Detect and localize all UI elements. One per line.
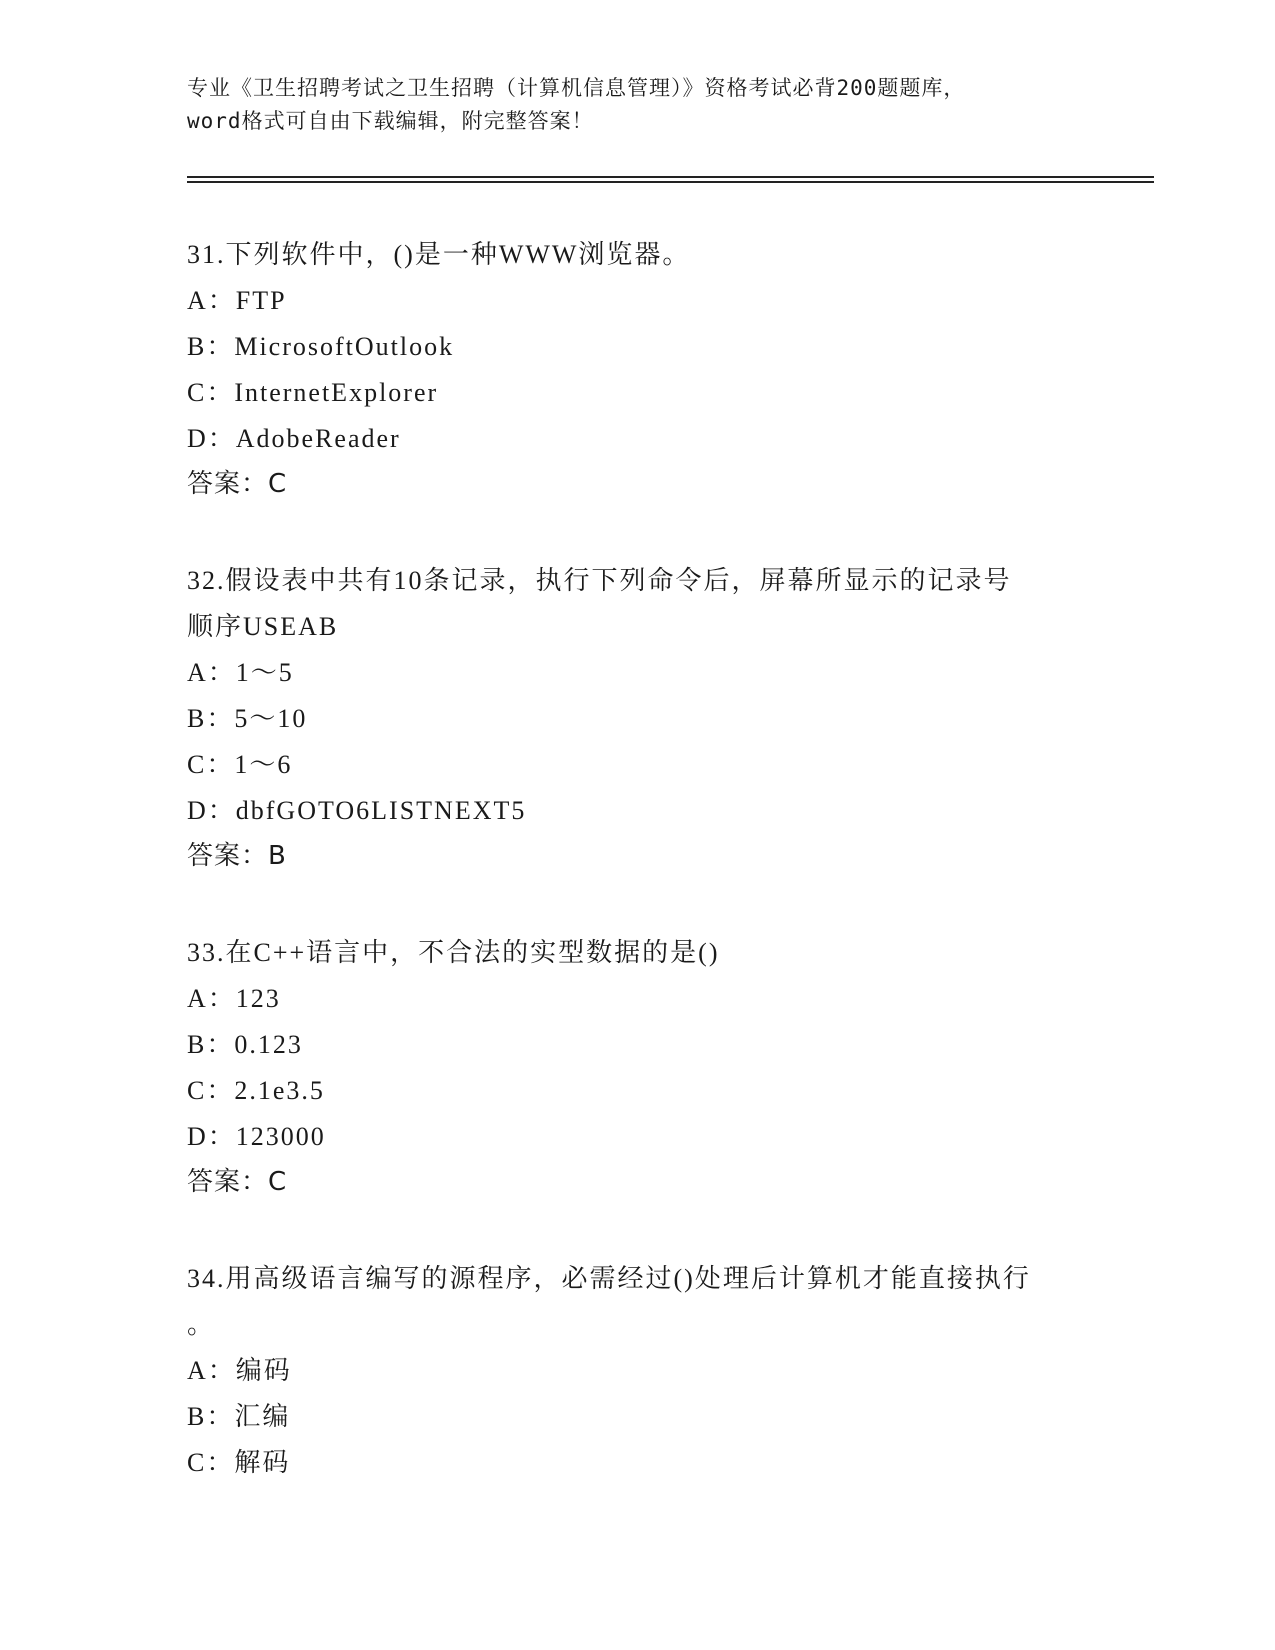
header-divider-bottom: [187, 181, 1154, 183]
question-32: [187, 558, 1087, 878]
answer-line: 答案：C: [187, 1167, 288, 1197]
option-d: D：dbfGOTO6LISTNEXT5: [187, 796, 527, 825]
question-stem: 34.用高级语言编写的源程序，必需经过()处理后计算机才能直接执行: [187, 1264, 1031, 1293]
option-b: B：MicrosoftOutlook: [187, 332, 455, 361]
answer-line: 答案：C: [187, 469, 288, 499]
question-stem: 31.下列软件中，()是一种WWW浏览器。: [187, 240, 691, 269]
header-divider-top: [187, 176, 1154, 178]
option-b: B：5～10: [187, 704, 308, 733]
option-b: B：0.123: [187, 1030, 303, 1059]
option-c: C：InternetExplorer: [187, 378, 439, 407]
header-line-1: 专业《卫生招聘考试之卫生招聘（计算机信息管理）》资格考试必背200题题库，: [187, 76, 966, 100]
option-a: A：FTP: [187, 286, 287, 315]
option-c: C：2.1e3.5: [187, 1076, 325, 1105]
option-d: D：123000: [187, 1122, 326, 1151]
question-stem-continued: 。: [187, 1310, 216, 1339]
question-31: [187, 232, 1087, 506]
option-a: A：123: [187, 984, 281, 1013]
question-34: [187, 1256, 1087, 1486]
option-c: C：1～6: [187, 750, 293, 779]
question-list: [187, 232, 1087, 1486]
question-stem: 32.假设表中共有10条记录，执行下列命令后，屏幕所显示的记录号: [187, 566, 1012, 595]
option-b: B：汇编: [187, 1402, 291, 1431]
answer-line: 答案：B: [187, 841, 287, 871]
option-a: A：编码: [187, 1356, 292, 1385]
document-header: [187, 72, 1087, 138]
option-d: D：AdobeReader: [187, 424, 401, 453]
question-stem: 33.在C++语言中，不合法的实型数据的是(): [187, 938, 720, 967]
option-c: C：解码: [187, 1448, 291, 1477]
option-a: A：1～5: [187, 658, 294, 687]
question-33: [187, 930, 1087, 1204]
header-line-2: word格式可自由下载编辑，附完整答案！: [187, 109, 594, 133]
question-stem-continued: 顺序USEAB: [187, 612, 339, 641]
